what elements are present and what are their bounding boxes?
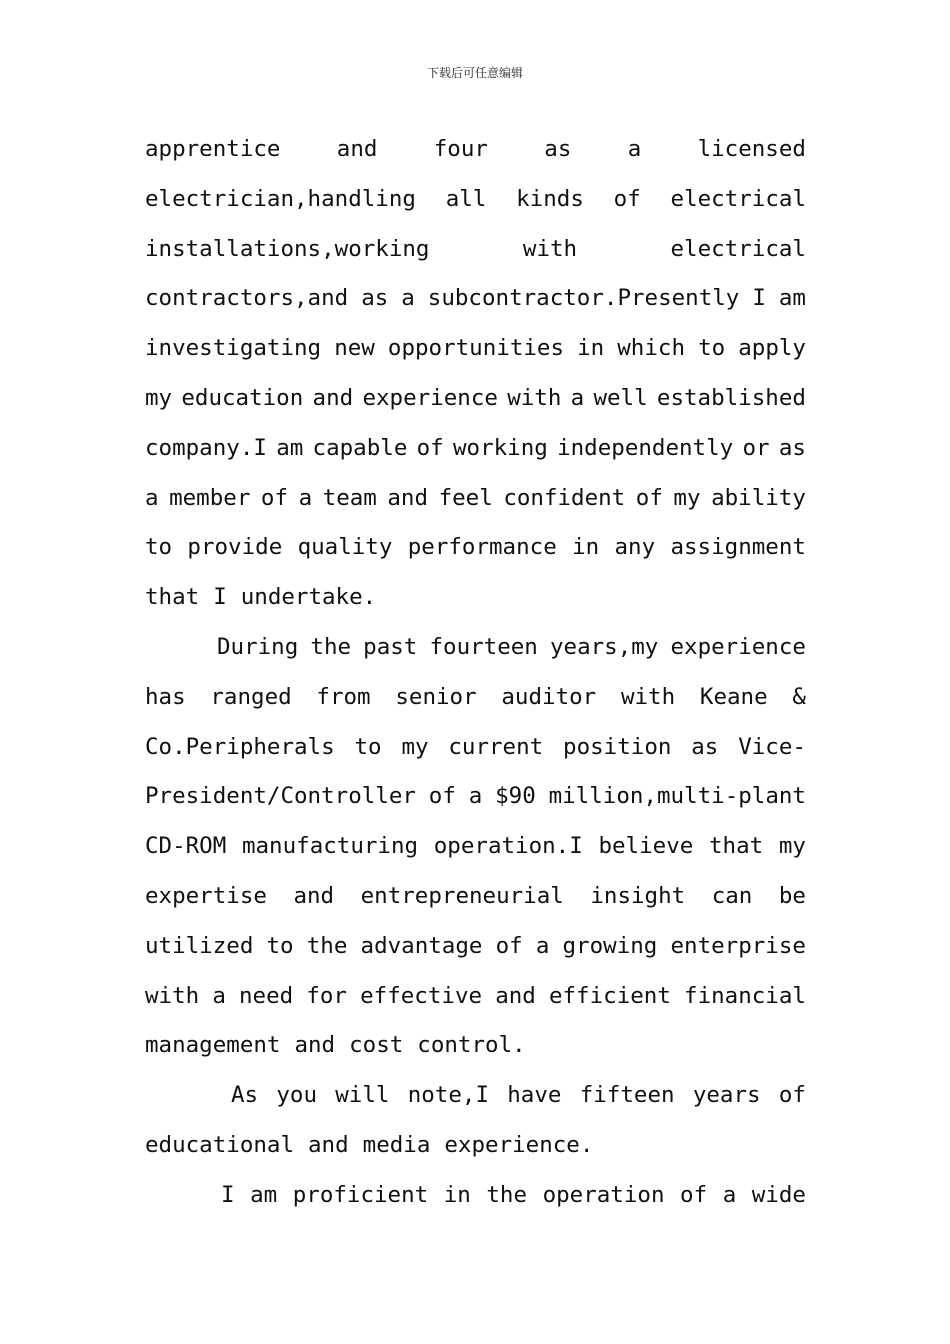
word: any xyxy=(614,534,656,561)
word: licensed xyxy=(697,136,806,162)
word: efficient xyxy=(548,982,671,1009)
word: with xyxy=(507,384,562,411)
word: am xyxy=(778,285,806,312)
word: cost xyxy=(349,1032,404,1059)
word: company.I xyxy=(145,434,267,461)
text-line xyxy=(145,125,806,175)
text-line xyxy=(145,822,806,872)
word: Co.Peripherals xyxy=(145,733,335,760)
word: electrical xyxy=(670,235,806,262)
word: growing xyxy=(562,932,658,959)
word: working xyxy=(453,434,548,461)
word: feel xyxy=(438,484,493,511)
word: a xyxy=(212,982,226,1009)
text-line xyxy=(145,623,806,673)
word: you xyxy=(276,1082,317,1109)
word: undertake. xyxy=(240,584,377,611)
word: the xyxy=(306,932,348,959)
text-line xyxy=(145,175,806,225)
word: the xyxy=(310,633,352,660)
word: has xyxy=(145,683,186,710)
word: my xyxy=(778,833,806,860)
word: apply xyxy=(738,335,806,362)
word: and xyxy=(387,484,429,511)
text-line xyxy=(145,1071,806,1121)
text-line xyxy=(145,1171,806,1221)
word: from xyxy=(316,683,371,710)
word: utilized xyxy=(145,932,254,959)
word: proficient xyxy=(292,1181,429,1208)
word: position xyxy=(563,733,672,760)
word: wide xyxy=(751,1181,806,1208)
word: to xyxy=(266,932,294,959)
word: President/Controller xyxy=(145,783,416,810)
word: new xyxy=(334,335,375,362)
word: I xyxy=(221,1181,235,1208)
word: a xyxy=(627,136,642,162)
word: in xyxy=(572,534,600,561)
word: capable xyxy=(312,434,408,461)
text-line xyxy=(145,872,806,922)
word: a xyxy=(145,484,159,511)
word: auditor xyxy=(501,683,597,710)
word: media xyxy=(362,1131,431,1158)
word: management xyxy=(145,1032,281,1059)
text-line xyxy=(145,1121,806,1171)
word: have xyxy=(507,1082,562,1109)
word: installations,working xyxy=(145,235,430,262)
word: of xyxy=(260,484,289,511)
word: educational xyxy=(145,1131,295,1158)
word: performance xyxy=(407,534,557,561)
word: with xyxy=(145,982,200,1009)
text-line xyxy=(145,922,806,972)
word: note,I xyxy=(407,1082,489,1109)
text-line xyxy=(145,374,806,424)
word: years xyxy=(692,1082,761,1109)
word: effective xyxy=(360,982,483,1009)
paragraph xyxy=(145,1171,806,1221)
word: with xyxy=(522,235,578,262)
word: I xyxy=(213,584,227,611)
word: member xyxy=(169,484,251,511)
word: and xyxy=(293,882,335,909)
word: well xyxy=(593,384,648,411)
word: of xyxy=(778,1082,806,1109)
word: provide xyxy=(187,534,283,561)
word: as xyxy=(778,434,806,461)
text-line xyxy=(145,972,806,1022)
word: ability xyxy=(711,484,806,511)
word: a xyxy=(570,384,585,411)
paragraph xyxy=(145,623,806,1071)
word: and xyxy=(312,384,354,411)
word: to xyxy=(698,335,726,362)
word: operation xyxy=(542,1181,665,1208)
word: kinds xyxy=(516,185,584,212)
word: as xyxy=(361,285,389,312)
word: independently xyxy=(557,434,734,461)
word: subcontractor.Presently xyxy=(427,285,740,312)
text-line xyxy=(145,274,806,324)
word: or xyxy=(742,434,770,461)
word: team xyxy=(322,484,377,511)
word: apprentice xyxy=(145,136,281,162)
word: which xyxy=(617,335,685,362)
word: am xyxy=(250,1181,278,1208)
word: and xyxy=(308,1131,349,1158)
word: experience. xyxy=(444,1131,594,1158)
paragraph xyxy=(145,125,806,623)
word: a xyxy=(722,1181,737,1208)
word: a xyxy=(535,932,550,959)
word: million,multi-plant xyxy=(548,783,806,810)
word: in xyxy=(443,1181,471,1208)
word: of xyxy=(680,1181,708,1208)
word: established xyxy=(656,384,806,411)
word: can xyxy=(711,882,753,909)
word: experience xyxy=(362,384,498,411)
word: education xyxy=(181,384,304,411)
word: advantage xyxy=(360,932,483,959)
word: control. xyxy=(417,1032,526,1059)
word: that xyxy=(708,833,764,860)
word: of xyxy=(635,484,663,511)
word: that xyxy=(145,584,200,611)
page-header: 下载后可任意编辑 xyxy=(426,66,523,80)
word: $90 xyxy=(495,783,536,810)
word: operation.I xyxy=(433,833,583,860)
word: During xyxy=(217,633,299,660)
word: of xyxy=(416,434,444,461)
word: experience xyxy=(670,633,806,660)
word: fifteen xyxy=(579,1082,675,1109)
word: Keane xyxy=(699,683,768,710)
paragraph xyxy=(145,1071,806,1171)
word: opportunities xyxy=(387,335,565,362)
word: my xyxy=(673,484,701,511)
word: & xyxy=(792,683,806,710)
text-line xyxy=(145,324,806,374)
text-line xyxy=(145,723,806,773)
word: all xyxy=(445,185,487,212)
word: contractors,and xyxy=(145,285,349,312)
word: be xyxy=(778,882,806,909)
word: my xyxy=(401,733,429,760)
text-line xyxy=(145,474,806,524)
word: for xyxy=(306,982,347,1009)
word: my xyxy=(145,384,173,411)
word: in xyxy=(577,335,605,362)
word: of xyxy=(495,932,523,959)
word: confident xyxy=(503,484,626,511)
text-line xyxy=(145,225,806,275)
word: senior xyxy=(395,683,477,710)
word: a xyxy=(468,783,483,810)
word: and xyxy=(495,982,536,1009)
word: as xyxy=(544,136,572,162)
word: years,my xyxy=(549,633,659,660)
word: investigating xyxy=(145,335,322,362)
word: and xyxy=(294,1032,336,1059)
word: as xyxy=(691,733,719,760)
word: assignment xyxy=(670,534,806,561)
word: will xyxy=(335,1082,390,1109)
word: four xyxy=(433,136,488,162)
word: of xyxy=(613,185,641,212)
word: past xyxy=(363,633,418,660)
word: entrepreneurial xyxy=(360,882,564,909)
text-line xyxy=(145,573,806,623)
word: As xyxy=(231,1082,259,1109)
word: a xyxy=(401,285,415,312)
text-line xyxy=(145,772,806,822)
word: quality xyxy=(297,534,393,561)
text-line xyxy=(145,673,806,723)
text-line xyxy=(145,424,806,474)
word: expertise xyxy=(145,882,267,909)
word: electrical xyxy=(670,185,806,212)
word: a xyxy=(298,484,313,511)
word: electrician,handling xyxy=(145,185,416,212)
body-text xyxy=(145,125,806,1221)
word: of xyxy=(428,783,456,810)
word: I xyxy=(752,285,766,312)
word: to xyxy=(354,733,382,760)
word: current xyxy=(448,733,544,760)
word: need xyxy=(239,982,294,1009)
word: insight xyxy=(590,882,686,909)
text-line xyxy=(145,523,806,573)
word: ranged xyxy=(210,683,292,710)
word: am xyxy=(276,434,304,461)
word: enterprise xyxy=(670,932,806,959)
word: Vice- xyxy=(738,733,806,760)
text-line xyxy=(145,1021,806,1071)
word: CD-ROM xyxy=(145,833,227,860)
word: with xyxy=(620,683,676,710)
word: and xyxy=(336,136,378,162)
word: fourteen xyxy=(429,633,538,660)
word: manufacturing xyxy=(241,833,419,860)
word: believe xyxy=(598,833,694,860)
word: financial xyxy=(684,982,806,1009)
word: the xyxy=(486,1181,528,1208)
word: to xyxy=(145,534,173,561)
